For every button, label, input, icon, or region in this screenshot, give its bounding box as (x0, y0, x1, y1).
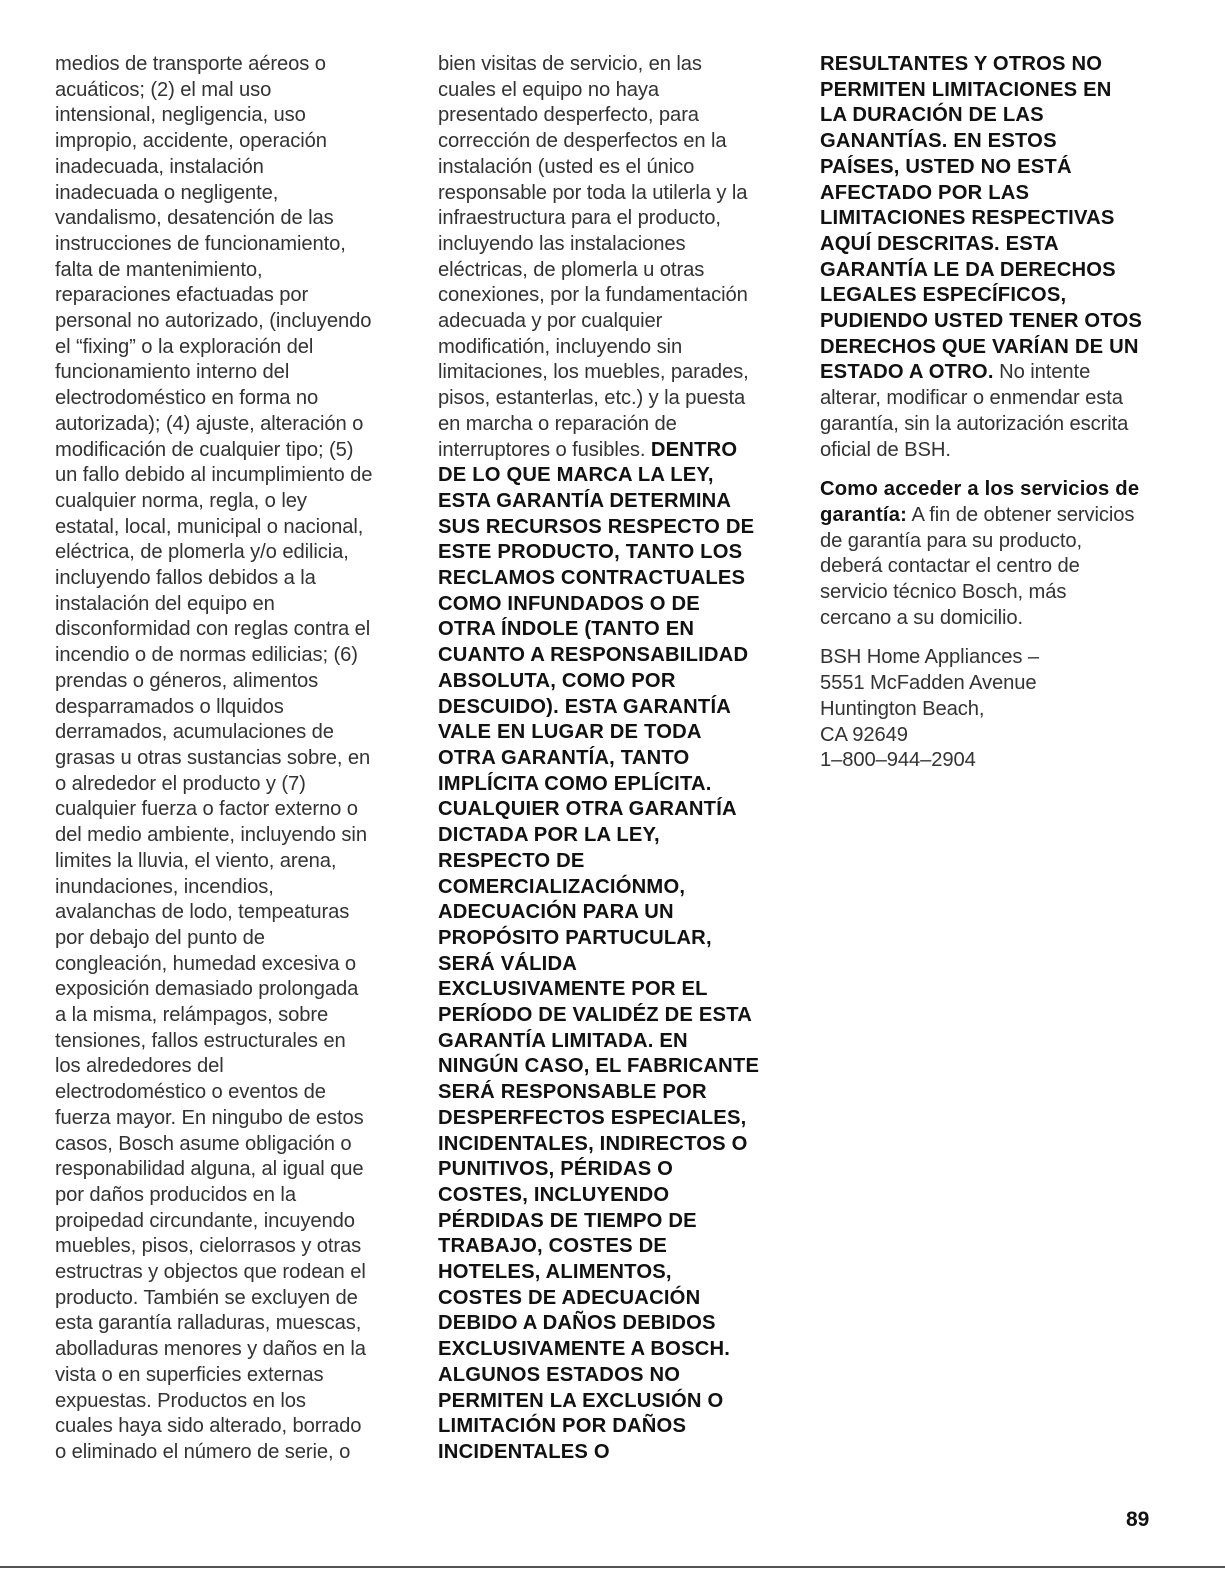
column-2-bold-line: EXCLUSIVAMENTE POR EL (438, 978, 708, 1001)
column-2-bold-line: PROPÓSITO PARTUCULAR, (438, 926, 712, 949)
column-1-line: instalación del equipo en (55, 592, 275, 615)
address-spacer (820, 631, 1170, 645)
column-1-line: inundaciones, incendios, (55, 875, 274, 898)
column-1-line: avalanchas de lodo, tempeaturas (55, 901, 350, 924)
column-1-line: cualquier fuerza o factor externo o (55, 798, 358, 821)
column-2-bold-line: ESTE PRODUCTO, TANTO LOS (438, 541, 743, 564)
column-1-line: derramados, acumulaciones de (55, 721, 334, 744)
column-1-line: impropio, accidente, operación (55, 130, 327, 153)
column-2-bold-line: COSTES DE ADECUACIÓN (438, 1286, 701, 1309)
column-1-line: electrodoméstico o eventos de (55, 1081, 326, 1104)
column-1-line: a la misma, relámpagos, sobre (55, 1004, 329, 1027)
column-1-line: casos, Bosch asume obligación o (55, 1132, 352, 1155)
column-3-line: garantía, sin la autorización escrita (820, 412, 1129, 435)
column-2-bold-line: SERÁ VÁLIDA (438, 952, 578, 975)
column-1-line: esta garantía ralladuras, muescas, (55, 1312, 362, 1335)
column-1-line: electrodoméstico en forma no (55, 387, 319, 410)
column-1-line: congleación, humedad excesiva o (55, 952, 357, 975)
column-2-bold-line: TRABAJO, COSTES DE (438, 1235, 668, 1258)
column-2 (438, 52, 788, 1466)
bottom-rule (0, 1566, 1225, 1568)
column-1-line: un fallo debido al incumplimiento de (55, 464, 373, 487)
column-1-line: producto. También se excluyen de (55, 1286, 358, 1309)
column-1-line: cuales haya sido alterado, borrado (55, 1415, 362, 1438)
column-2-bold-line: GARANTÍA LIMITADA. EN (438, 1029, 688, 1052)
page-number: 89 (1126, 1508, 1150, 1531)
column-2-line: instalación (usted es el único (438, 155, 695, 178)
column-2-line: en marcha o reparación de (438, 412, 677, 435)
column-1-line: los alrededores del (55, 1055, 224, 1078)
address-phone: 1–800–944–2904 (820, 749, 976, 772)
column-3 (820, 52, 1170, 774)
column-1-line: o alrededor el producto y (7) (55, 772, 306, 795)
column-2-bold-line: DESPERFECTOS ESPECIALES, (438, 1106, 747, 1129)
column-2-bold-line: HOTELES, ALIMENTOS, (438, 1261, 672, 1284)
column-1-line: por daños producidos en la (55, 1183, 296, 1206)
column-2-mixed-bold: DENTRO (650, 438, 738, 461)
column-1-line: autorizada); (4) ajuste, alteración o (55, 412, 364, 435)
column-3-bold-line: LIMITACIONES RESPECTIVAS (820, 207, 1115, 230)
column-2-line: presentado desperfecto, para (438, 104, 699, 127)
column-1-line: funcionamiento interno del (55, 361, 290, 384)
address-state-zip: CA 92649 (820, 723, 908, 746)
column-2-bold-line: DESCUIDO). ESTA GARANTÍA (438, 695, 732, 718)
column-1-line: medios de transporte aéreos o (55, 53, 326, 75)
column-2-bold-line: SERÁ RESPONSABLE POR (438, 1081, 707, 1104)
column-2-bold-line: RESPECTO DE (438, 849, 585, 872)
column-2-bold-line: CUALQUIER OTRA GARANTÍA (438, 798, 737, 821)
column-2-bold-line: IMPLÍCITA COMO EPLÍCITA. (438, 772, 712, 795)
column-2-bold-line: COSTES, INCLUYENDO (438, 1183, 670, 1206)
column-2-line: infraestructura para el producto, (438, 207, 721, 230)
column-1-line: o eliminado el número de serie, o (55, 1440, 351, 1463)
column-1-line: inadecuada o negligente, (55, 181, 279, 204)
column-3-mixed-bold: ESTADO A OTRO. (820, 361, 994, 384)
column-2-bold-text (438, 463, 788, 1465)
column-1-line: fuerza mayor. En ningubo de estos (55, 1106, 364, 1129)
column-1-line: reparaciones efactuadas por (55, 284, 309, 307)
column-2-line: bien visitas de servicio, en las (438, 53, 702, 75)
column-2-bold-line: SUS RECURSOS RESPECTO DE (438, 515, 755, 538)
column-3-line: alterar, modificar o enmendar esta (820, 387, 1123, 410)
column-2-bold-line: VALE EN LUGAR DE TODA (438, 721, 702, 744)
column-1-line: grasas u otras sustancias sobre, en (55, 746, 371, 769)
column-3-light-text (820, 386, 1170, 463)
column-1-line: incluyendo fallos debidos a la (55, 567, 316, 590)
column-1 (55, 52, 400, 1466)
column-1-line: del medio ambiente, incluyendo sin (55, 824, 367, 847)
column-2-bold-line: RECLAMOS CONTRACTUALES (438, 567, 746, 590)
column-2-bold-line: PUNITIVOS, PÉRIDAS O (438, 1158, 674, 1181)
column-2-bold-line: COMO INFUNDADOS O DE (438, 592, 700, 615)
address-block (820, 645, 1170, 774)
column-1-line: personal no autorizado, (incluyendo (55, 310, 372, 333)
address-city: Huntington Beach, (820, 697, 985, 720)
column-3-bold-line: RESULTANTES Y OTROS NO (820, 53, 1103, 75)
column-1-line: tensiones, fallos estructurales en (55, 1029, 346, 1052)
column-3-bold-line: LA DURACIÓN DE LAS (820, 104, 1044, 127)
column-2-bold-line: OTRA ÍNDOLE (TANTO EN (438, 618, 695, 641)
column-1-line: intensional, negligencia, uso (55, 104, 306, 127)
column-1-line: cualquier norma, regla, o ley (55, 489, 307, 512)
column-2-bold-line: ABSOLUTA, COMO POR (438, 669, 676, 692)
column-3-bold-line: DERECHOS QUE VARÍAN DE UN (820, 335, 1139, 358)
column-1-line: falta de mantenimiento, (55, 258, 263, 281)
column-3-bold-line: AFECTADO POR LAS (820, 181, 1030, 204)
column-3-bold-line: LEGALES ESPECÍFICOS, (820, 284, 1067, 307)
column-1-line: disconformidad con reglas contra el (55, 618, 371, 641)
column-1-line: instrucciones de funcionamiento, (55, 232, 346, 255)
column-3-bold-line: PUDIENDO USTED TENER OTOS (820, 310, 1143, 333)
column-2-bold-line: LIMITACIÓN POR DAÑOS (438, 1415, 687, 1438)
column-2-bold-line: ADECUACIÓN PARA UN (438, 901, 674, 924)
column-2-line: incluyendo las instalaciones (438, 232, 686, 255)
column-2-bold-line: ALGUNOS ESTADOS NO (438, 1363, 681, 1386)
service-heading: Como acceder a los servicios de (820, 478, 1140, 501)
service-heading-light: A fin de obtener servicios (907, 503, 1135, 526)
column-2-bold-line: OTRA GARANTÍA, TANTO (438, 746, 690, 769)
column-1-line: estatal, local, municipal o nacional, (55, 515, 364, 538)
service-line: de garantía para su producto, (820, 529, 1082, 552)
column-2-bold-line: CUANTO A RESPONSABILIDAD (438, 644, 749, 667)
column-3-line: oficial de BSH. (820, 438, 951, 461)
column-1-line: desparramados o llquidos (55, 695, 284, 718)
column-1-line: vandalismo, desatención de las (55, 207, 334, 230)
column-2-bold-line: EXCLUSIVAMENTE A BOSCH. (438, 1338, 731, 1361)
column-2-bold-line: NINGÚN CASO, EL FABRICANTE (438, 1055, 760, 1078)
column-2-mixed-line (438, 438, 788, 464)
column-1-line: prendas o géneros, alimentos (55, 669, 319, 692)
column-2-bold-line: DICTADA POR LA LEY, (438, 824, 660, 847)
address-street: 5551 McFadden Avenue (820, 672, 1037, 695)
column-3-bold-text (820, 52, 1170, 360)
column-1-line: muebles, pisos, cielorrasos y otras (55, 1235, 362, 1258)
column-1-line: vista o en superficies externas (55, 1363, 324, 1386)
column-2-bold-line: PERMITEN LA EXCLUSIÓN O (438, 1389, 724, 1412)
service-heading-bold: garantía: (820, 503, 908, 526)
column-2-line: eléctricas, de plomerla u otras (438, 258, 705, 281)
column-2-line: modificatión, incluyendo sin (438, 335, 683, 358)
column-3-bold-line: PERMITEN LIMITACIONES EN (820, 78, 1112, 101)
column-3-mixed-light: No intente (993, 361, 1091, 384)
column-3-bold-line: PAÍSES, USTED NO ESTÁ (820, 155, 1072, 178)
column-2-bold-line: DEBIDO A DAÑOS DEBIDOS (438, 1312, 716, 1335)
column-2-bold-line: PÉRDIDAS DE TIEMPO DE (438, 1209, 697, 1232)
column-1-line: proipedad circundante, incuyendo (55, 1209, 355, 1232)
column-2-line: conexiones, por la fundamentación (438, 284, 748, 307)
column-1-line: el “fixing” o la exploración del (55, 335, 314, 358)
column-2-bold-line: ESTA GARANTÍA DETERMINA (438, 489, 732, 512)
column-1-line: acuáticos; (2) el mal uso (55, 78, 272, 101)
column-2-bold-line: INCIDENTALES O (438, 1440, 610, 1463)
column-2-line: cuales el equipo no haya (438, 78, 659, 101)
column-1-line: por debajo del punto de (55, 926, 265, 949)
column-3-bold-line: GARANTÍA LE DA DERECHOS (820, 258, 1116, 281)
column-2-line: responsable por toda la utilerla y la (438, 181, 748, 204)
column-3-mixed-line (820, 360, 1170, 386)
column-2-bold-line: PERÍODO DE VALIDÉZ DE ESTA (438, 1004, 753, 1027)
column-1-line: estructras y objectos que rodean el (55, 1261, 366, 1284)
column-1-line: expuestas. Productos en los (55, 1389, 306, 1412)
column-3-bold-line: AQUÍ DESCRITAS. ESTA (820, 232, 1059, 255)
column-2-light-text (438, 52, 788, 438)
section-spacer (820, 463, 1170, 477)
service-heading-mixed (820, 503, 1170, 529)
service-line: deberá contactar el centro de (820, 555, 1080, 578)
column-1-line: eléctrica, de plomerla y/o edilicia, (55, 541, 349, 564)
column-2-bold-line: COMERCIALIZACIÓNMO, (438, 875, 686, 898)
column-2-line: corrección de desperfectos en la (438, 130, 727, 153)
column-1-line: limites la lluvia, el viento, arena, (55, 849, 337, 872)
column-1-line: modificación de cualquier tipo; (5) (55, 438, 354, 461)
column-3-bold-line: GANANTÍAS. EN ESTOS (820, 130, 1057, 153)
column-1-line: inadecuada, instalación (55, 155, 264, 178)
column-2-line: pisos, estanterlas, etc.) y la puesta (438, 387, 746, 410)
column-2-bold-line: DE LO QUE MARCA LA LEY, (438, 464, 714, 487)
column-2-bold-line: INCIDENTALES, INDIRECTOS O (438, 1132, 748, 1155)
column-1-line: responabilidad alguna, al igual que (55, 1158, 364, 1181)
column-2-line: adecuada y por cualquier (438, 310, 663, 333)
column-2-line: limitaciones, los muebles, parades, (438, 361, 749, 384)
column-1-line: exposición demasiado prolongada (55, 978, 359, 1001)
service-line: servicio técnico Bosch, más (820, 581, 1067, 604)
column-2-mixed-light: interruptores o fusibles. (438, 438, 651, 461)
address-company: BSH Home Appliances – (820, 646, 1039, 669)
service-line: cercano a su domicilio. (820, 606, 1024, 629)
column-1-line: abolladuras menores y daños en la (55, 1338, 366, 1361)
service-text (820, 529, 1170, 632)
column-1-line: incendio o de normas edilicias; (6) (55, 644, 358, 667)
